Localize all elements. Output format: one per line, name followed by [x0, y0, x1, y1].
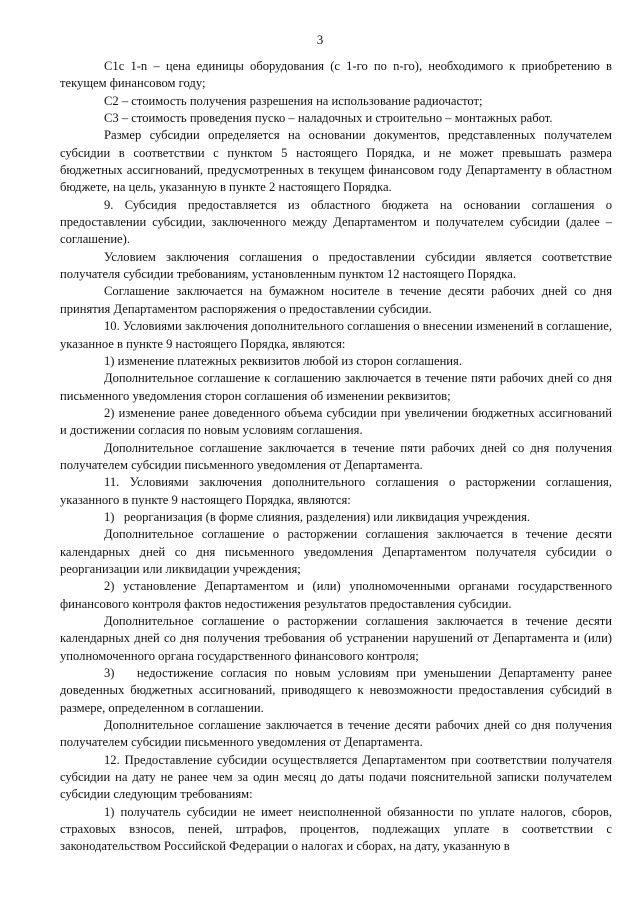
clause-9: 9. Субсидия предоставляется из областного бюджета на основании соглашения о предоставлении субсидии, заключенного между Департаментом и получателем субсидии (далее – соглашение).: [60, 197, 612, 247]
clause-12: 12. Предоставление субсидии осуществляется Департаментом при соответствии получателя субсидии на дату не ранее чем за один месяц до даты подачи пояснительной записки получателем субсидии следующим требованиям:: [60, 752, 612, 802]
clause-10-item-1: 1) изменение платежных реквизитов любой из сторон соглашения.: [104, 353, 462, 368]
agreement-condition-paragraph: Условием заключения соглашения о предоставлении субсидии является соответствие получателя субсидии требованиям, установленным пунктом 12 настоящего Порядка.: [60, 249, 612, 282]
clause-11: 11. Условиями заключения дополнительного соглашения о расторжении соглашения, указанного в пункте 9 настоящего Порядка, являются:: [60, 475, 612, 507]
clause-10: 10. Условиями заключения дополнительного соглашения о внесении изменений в соглашение, указанное в пункте 9 настоящего Порядка, являются:: [60, 319, 612, 351]
clause-10-item-1-term: Дополнительное соглашение к соглашению заключается в течение пяти рабочих дней со дня письменного уведомления сторон соглашения об изменении реквизитов;: [60, 371, 612, 403]
clause-11-item-1: 1) реорганизация (в форме слияния, разделения) или ликвидация учреждения.: [104, 509, 531, 524]
clause-11-item-3-term: Дополнительное соглашение заключается в течение десяти рабочих дней со дня получения получателем субсидии письменного уведомления от Департамента.: [60, 718, 612, 750]
clause-11-item-2-term: Дополнительное соглашение о расторжении соглашения заключается в течение десяти календарных дней со дня получения требования об устранении нарушений от Департамента и (или) уполномоченного органа государственного финансового контроля;: [60, 614, 612, 663]
formula-term-c3: С3 – стоимость проведения пуско – наладочных и строительно – монтажных работ.: [104, 111, 553, 126]
formula-term-c2: С2 – стоимость получения разрешения на использование радиочастот;: [104, 93, 483, 108]
page-number: 3: [316, 32, 324, 47]
clause-11-item-1-term: Дополнительное соглашение о расторжении соглашения заключается в течение десяти календарных дней со дня письменного уведомления Департаментом получателя субсидии о реорганизации или ликвидации учреждения;: [60, 527, 612, 576]
clause-11-item-3: 3) недостижение согласия по новым условиям при уменьшении Департаменту ранее доведенных бюджетных ассигнований, приводящего к невозможности предоставления субсидий в размере, определенном в соглашении.: [60, 666, 616, 715]
agreement-term-paragraph: Соглашение заключается на бумажном носителе в течение десяти рабочих дней со дня принятия Департаментом распоряжения о предоставлении субсидии.: [60, 284, 612, 316]
document-body: [60, 58, 616, 856]
clause-10-item-2: 2) изменение ранее доведенного объема субсидии при увеличении бюджетных ассигнований и достижении согласия по новым условиям соглашения.: [60, 405, 612, 438]
clause-12-item-1: 1) получатель субсидии не имеет неисполненной обязанности по уплате налогов, сборов, страховых взносов, пеней, штрафов, процентов, подлежащих уплате в соответствии с законодательством Российской Федерации о налогах и сборах, на дату, указанную в: [60, 804, 612, 854]
clause-11-item-2: 2) установление Департаментом и (или) уполномоченными органами государственного финансового контроля фактов недостижения результатов предоставления субсидии.: [60, 579, 612, 611]
clause-10-item-2-term: Дополнительное соглашение заключается в течение пяти рабочих дней со дня получения получателем субсидии письменного уведомления от Департамента.: [60, 440, 612, 472]
subsidy-size-paragraph: Размер субсидии определяется на основании документов, представленных получателем субсидии в соответствии с пунктом 5 настоящего Порядка, и не может превышать размера бюджетных ассигнований, предусмотренных в текущем финансовом году Департаменту в областном бюджете, на цель, указанную в пункте 2 настоящего Порядка.: [60, 128, 612, 195]
formula-term-c1: С1с 1-n – цена единицы оборудования (с 1-го по n-го), необходимого к приобретению в текущем финансовом году;: [60, 59, 612, 91]
